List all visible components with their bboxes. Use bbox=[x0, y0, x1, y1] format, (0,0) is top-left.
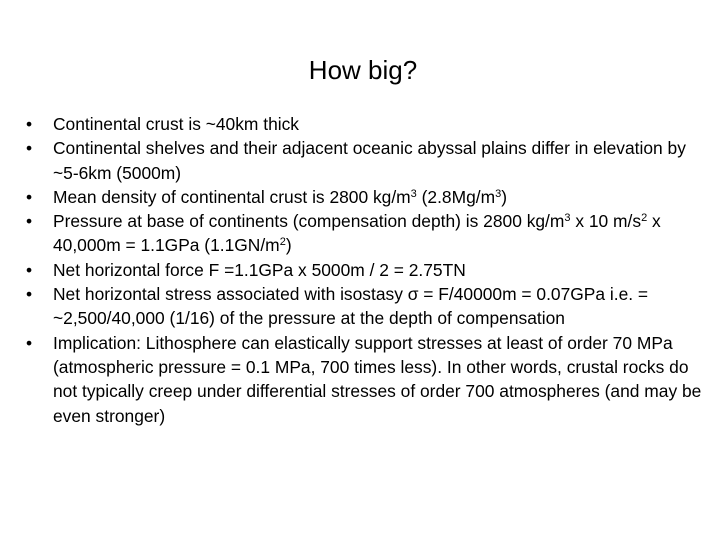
bullet-text: x 10 m/s bbox=[570, 211, 642, 232]
superscript: 2 bbox=[279, 236, 286, 249]
bullet-marker: • bbox=[26, 114, 33, 134]
bullet-item bbox=[26, 209, 706, 258]
bullet-text: Mean density of continental crust is 2800 kg/m bbox=[53, 186, 411, 207]
superscript: 3 bbox=[410, 187, 417, 200]
bullet-marker: • bbox=[26, 332, 33, 353]
bullet-text: Net horizontal force F =1.1GPa x 5000m / 2 = 2.75TN bbox=[53, 259, 466, 280]
bullet-item bbox=[26, 331, 706, 428]
bullet-item bbox=[26, 282, 706, 331]
bullet-marker: • bbox=[26, 211, 33, 232]
bullet-item bbox=[26, 136, 706, 185]
bullet-text: Net horizontal stress associated with isostasy σ = F/40000m = 0.07GPa i.e. = ~2,500/40,000 (1/16) of the pressure at the depth of compensation bbox=[53, 284, 649, 329]
bullet-text: x 40,000m = 1.1GPa (1.1GN/m bbox=[53, 211, 661, 256]
bullet-text: Implication: Lithosphere can elastically support stresses at least of order 70 MPa (atmospheric pressure = 0.1 MPa, 700 times less). In other words, crustal rocks do not typically creep under differential stresses of order 700 atmospheres (and may be even stronger) bbox=[53, 332, 702, 426]
bullet-text: Continental shelves and their adjacent oceanic abyssal plains differ in elevation by ~5-6km (5000m) bbox=[53, 138, 686, 183]
bullet-marker: • bbox=[26, 186, 33, 207]
bullet-text: ) bbox=[285, 235, 292, 256]
bullet-item bbox=[26, 185, 706, 209]
superscript: 3 bbox=[495, 187, 502, 200]
bullet-marker: • bbox=[26, 284, 33, 305]
superscript: 3 bbox=[564, 212, 571, 225]
bullet-item bbox=[26, 258, 706, 282]
bullet-text: ) bbox=[501, 186, 507, 207]
superscript: 2 bbox=[641, 212, 648, 225]
bullet-text: (2.8Mg/m bbox=[416, 186, 496, 207]
bullet-marker: • bbox=[26, 259, 33, 280]
bullet-marker: • bbox=[26, 138, 33, 159]
bullet-item bbox=[26, 112, 706, 136]
slide-title: How big? bbox=[308, 55, 418, 85]
bullet-text: Pressure at base of continents (compensation depth) is 2800 kg/m bbox=[53, 211, 565, 232]
bullet-text: Continental crust is ~40km thick bbox=[53, 114, 299, 134]
bullet-list bbox=[26, 112, 706, 428]
